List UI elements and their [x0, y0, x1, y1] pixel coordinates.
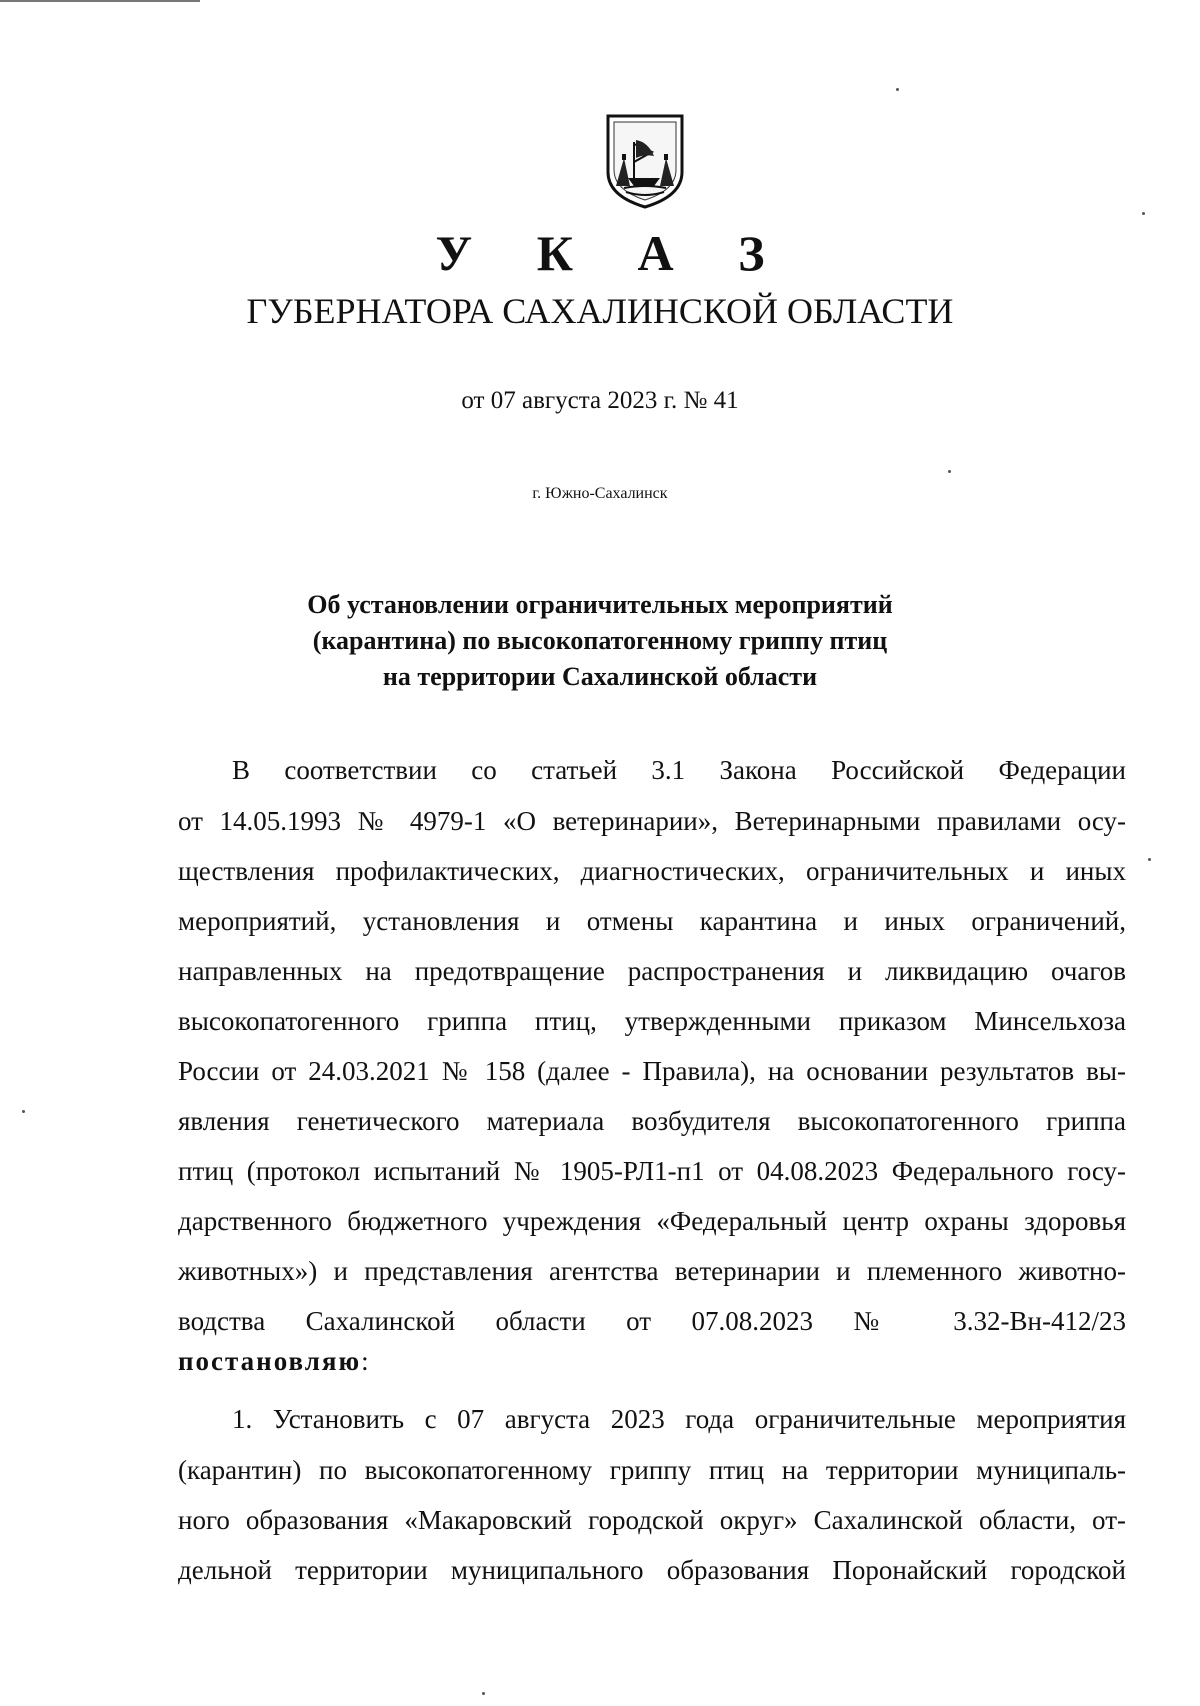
preamble-line: России от 24.03.2021 № 158 (далее - Правила), на основании результатов вы- — [178, 1056, 1126, 1086]
item-1-line: ного образования «Макаровский городской округ» Сахалинской области, от- — [178, 1505, 1126, 1535]
preamble-line: направленных на предотвращение распространения и ликвидацию очагов — [178, 956, 1126, 986]
scan-edge-line — [0, 0, 200, 2]
preamble-line: мероприятий, установления и отмены карантина и иных ограничений, — [178, 906, 1126, 936]
scan-speck — [22, 1110, 25, 1113]
preamble-line: ществления профилактических, диагностических, ограничительных и иных — [178, 856, 1126, 886]
document-heading — [0, 587, 1200, 695]
scan-speck — [948, 470, 951, 473]
item-1-line: (карантин) по высокопатогенному гриппу птиц на территории муниципаль- — [178, 1455, 1126, 1485]
decree-word-line — [178, 1341, 1126, 1381]
item-1-line: 1. Установить с 07 августа 2023 года ограничительные мероприятия — [232, 1404, 1126, 1434]
decree-colon: : — [361, 1346, 369, 1376]
item-1-line: дельной территории муниципального образования Поронайский городской — [178, 1555, 1126, 1585]
scan-speck — [896, 88, 899, 91]
coat-of-arms-icon — [604, 112, 686, 210]
preamble-line: явления генетического материала возбудителя высокопатогенного гриппа — [178, 1106, 1126, 1136]
preamble-line: птиц (протокол испытаний № 1905-РЛ1-п1 от 04.08.2023 Федерального госу- — [178, 1156, 1126, 1186]
preamble-line: В соответствии со статьей 3.1 Закона Российской Федерации — [232, 755, 1126, 785]
document-subtitle: ГУБЕРНАТОРА САХАЛИНСКОЙ ОБЛАСТИ — [246, 291, 954, 331]
heading-line: Об установлении ограничительных мероприятий — [307, 590, 893, 619]
preamble-line: водства Сахалинской области от 07.08.2023 № 3.32-Вн-412/23 — [178, 1306, 1126, 1336]
heading-line: на территории Сахалинской области — [382, 662, 818, 691]
document-date-number: от 07 августа 2023 г. № 41 — [461, 387, 739, 414]
preamble-line: от 14.05.1993 № 4979-1 «О ветеринарии», Ветеринарными правилами осу- — [178, 806, 1126, 836]
scan-speck — [1142, 212, 1145, 215]
preamble-line: животных») и представления агентства ветеринарии и племенного животно- — [178, 1256, 1126, 1286]
scan-speck — [482, 1692, 485, 1695]
document-city: г. Южно-Сахалинск — [532, 485, 668, 502]
scan-speck — [1148, 858, 1151, 861]
decree-word: постановляю — [178, 1346, 362, 1376]
heading-line: (карантина) по высокопатогенному гриппу птиц — [312, 626, 888, 655]
preamble-line: дарственного бюджетного учреждения «Федеральный центр охраны здоровья — [178, 1206, 1126, 1236]
preamble-line: высокопатогенного гриппа птиц, утвержденными приказом Минсельхоза — [178, 1006, 1126, 1036]
document-title: У К А З — [435, 225, 791, 281]
